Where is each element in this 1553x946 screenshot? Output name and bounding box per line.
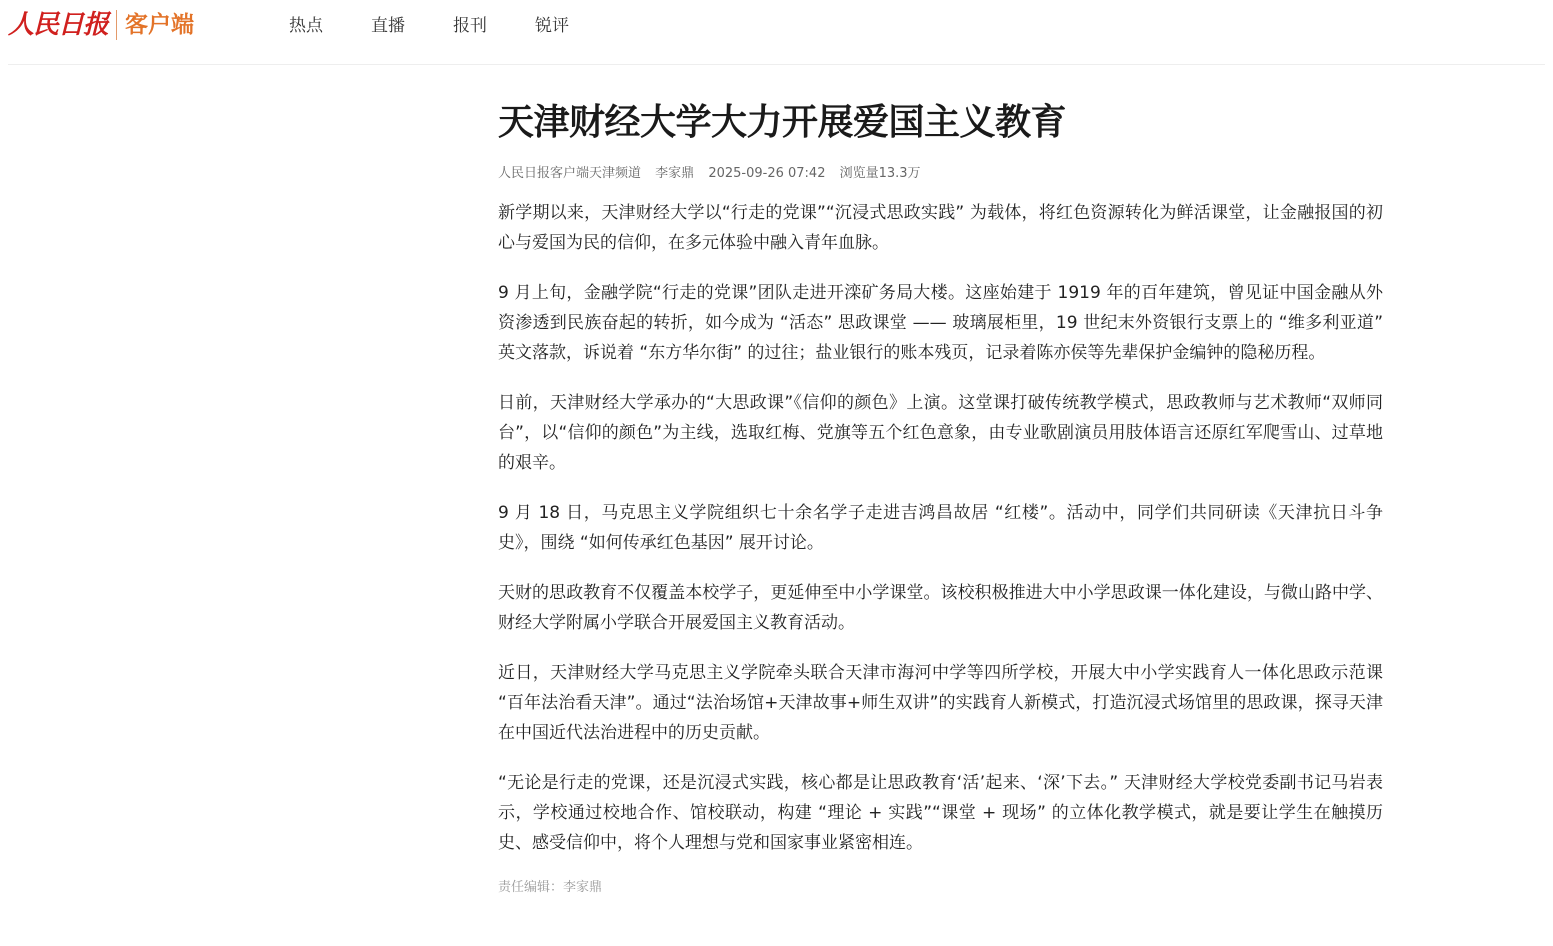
main-nav (289, 14, 617, 38)
nav-item-commentary[interactable]: 锐评 (535, 16, 569, 36)
article-author: 李家鼎 (655, 166, 695, 181)
article (498, 100, 1383, 898)
logo-sub-text: 客户端 (125, 12, 195, 38)
site-logo[interactable] (8, 4, 194, 46)
top-header (0, 0, 1553, 64)
article-title: 天津财经大学大力开展爱国主义教育 (498, 102, 1067, 143)
header-divider (8, 64, 1545, 65)
article-paragraph: 新学期以来，天津财经大学以“行走的党课”“沉浸式思政实践” 为载体，将红色资源转化为鲜活课堂，让金融报国的初心与爱国为民的信仰，在多元体验中融入青年血脉。 (498, 203, 1383, 253)
article-source: 人民日报客户端天津频道 (498, 166, 642, 181)
article-views: 浏览量13.3万 (839, 166, 921, 181)
article-paragraph: 9 月上旬，金融学院“行走的党课”团队走进开滦矿务局大楼。这座始建于 1919 年的百年建筑，曾见证中国金融从外资渗透到民族奋起的转折，如今成为 “活态” 思政课堂 —— 玻璃展柜里，19 世纪末外资银行支票上的 “维多利亚道” 英文落款，诉说着 “东方华尔街” 的过往；盐业银行的账本残页，记录着陈亦侯等先辈保护金编钟的隐秘历程。 (498, 283, 1383, 363)
article-datetime: 2025-09-26 07:42 (708, 166, 826, 181)
nav-item-live[interactable]: 直播 (371, 16, 405, 36)
nav-item-newspaper[interactable]: 报刊 (453, 16, 487, 36)
logo-brand-text: 人民日报 (8, 10, 109, 40)
nav-item-hot[interactable]: 热点 (289, 16, 323, 36)
article-meta (498, 164, 1383, 184)
article-paragraph: 9 月 18 日，马克思主义学院组织七十余名学子走进吉鸿昌故居 “红楼”。活动中，同学们共同研读《天津抗日斗争史》，围绕 “如何传承红色基因” 展开讨论。 (498, 503, 1383, 553)
article-body (498, 198, 1383, 858)
article-paragraph: 日前，天津财经大学承办的“大思政课”《信仰的颜色》上演。这堂课打破传统教学模式，思政教师与艺术教师“双师同台”，以“信仰的颜色”为主线，选取红梅、党旗等五个红色意象，由专业歌剧演员用肢体语言还原红军爬雪山、过草地的艰辛。 (498, 393, 1383, 473)
article-paragraph: 近日，天津财经大学马克思主义学院牵头联合天津市海河中学等四所学校，开展大中小学实践育人一体化思政示范课 “百年法治看天津”。通过“法治场馆+天津故事+师生双讲”的实践育人新模式，打造沉浸式场馆里的思政课，探寻天津在中国近代法治进程中的历史贡献。 (498, 663, 1383, 743)
article-paragraph: 天财的思政教育不仅覆盖本校学子，更延伸至中小学课堂。该校积极推进大中小学思政课一体化建设，与微山路中学、财经大学附属小学联合开展爱国主义教育活动。 (498, 583, 1383, 633)
article-paragraph: “无论是行走的党课，还是沉浸式实践，核心都是让思政教育‘活’起来、‘深’下去。” 天津财经大学校党委副书记马岩表示，学校通过校地合作、馆校联动，构建 “理论 + 实践”“课堂 + 现场” 的立体化教学模式，就是要让学生在触摸历史、感受信仰中，将个人理想与党和国家事业紧密相连。 (498, 773, 1383, 853)
logo-divider (116, 10, 117, 40)
responsible-editor: 责任编辑：李家鼎 (498, 880, 603, 895)
